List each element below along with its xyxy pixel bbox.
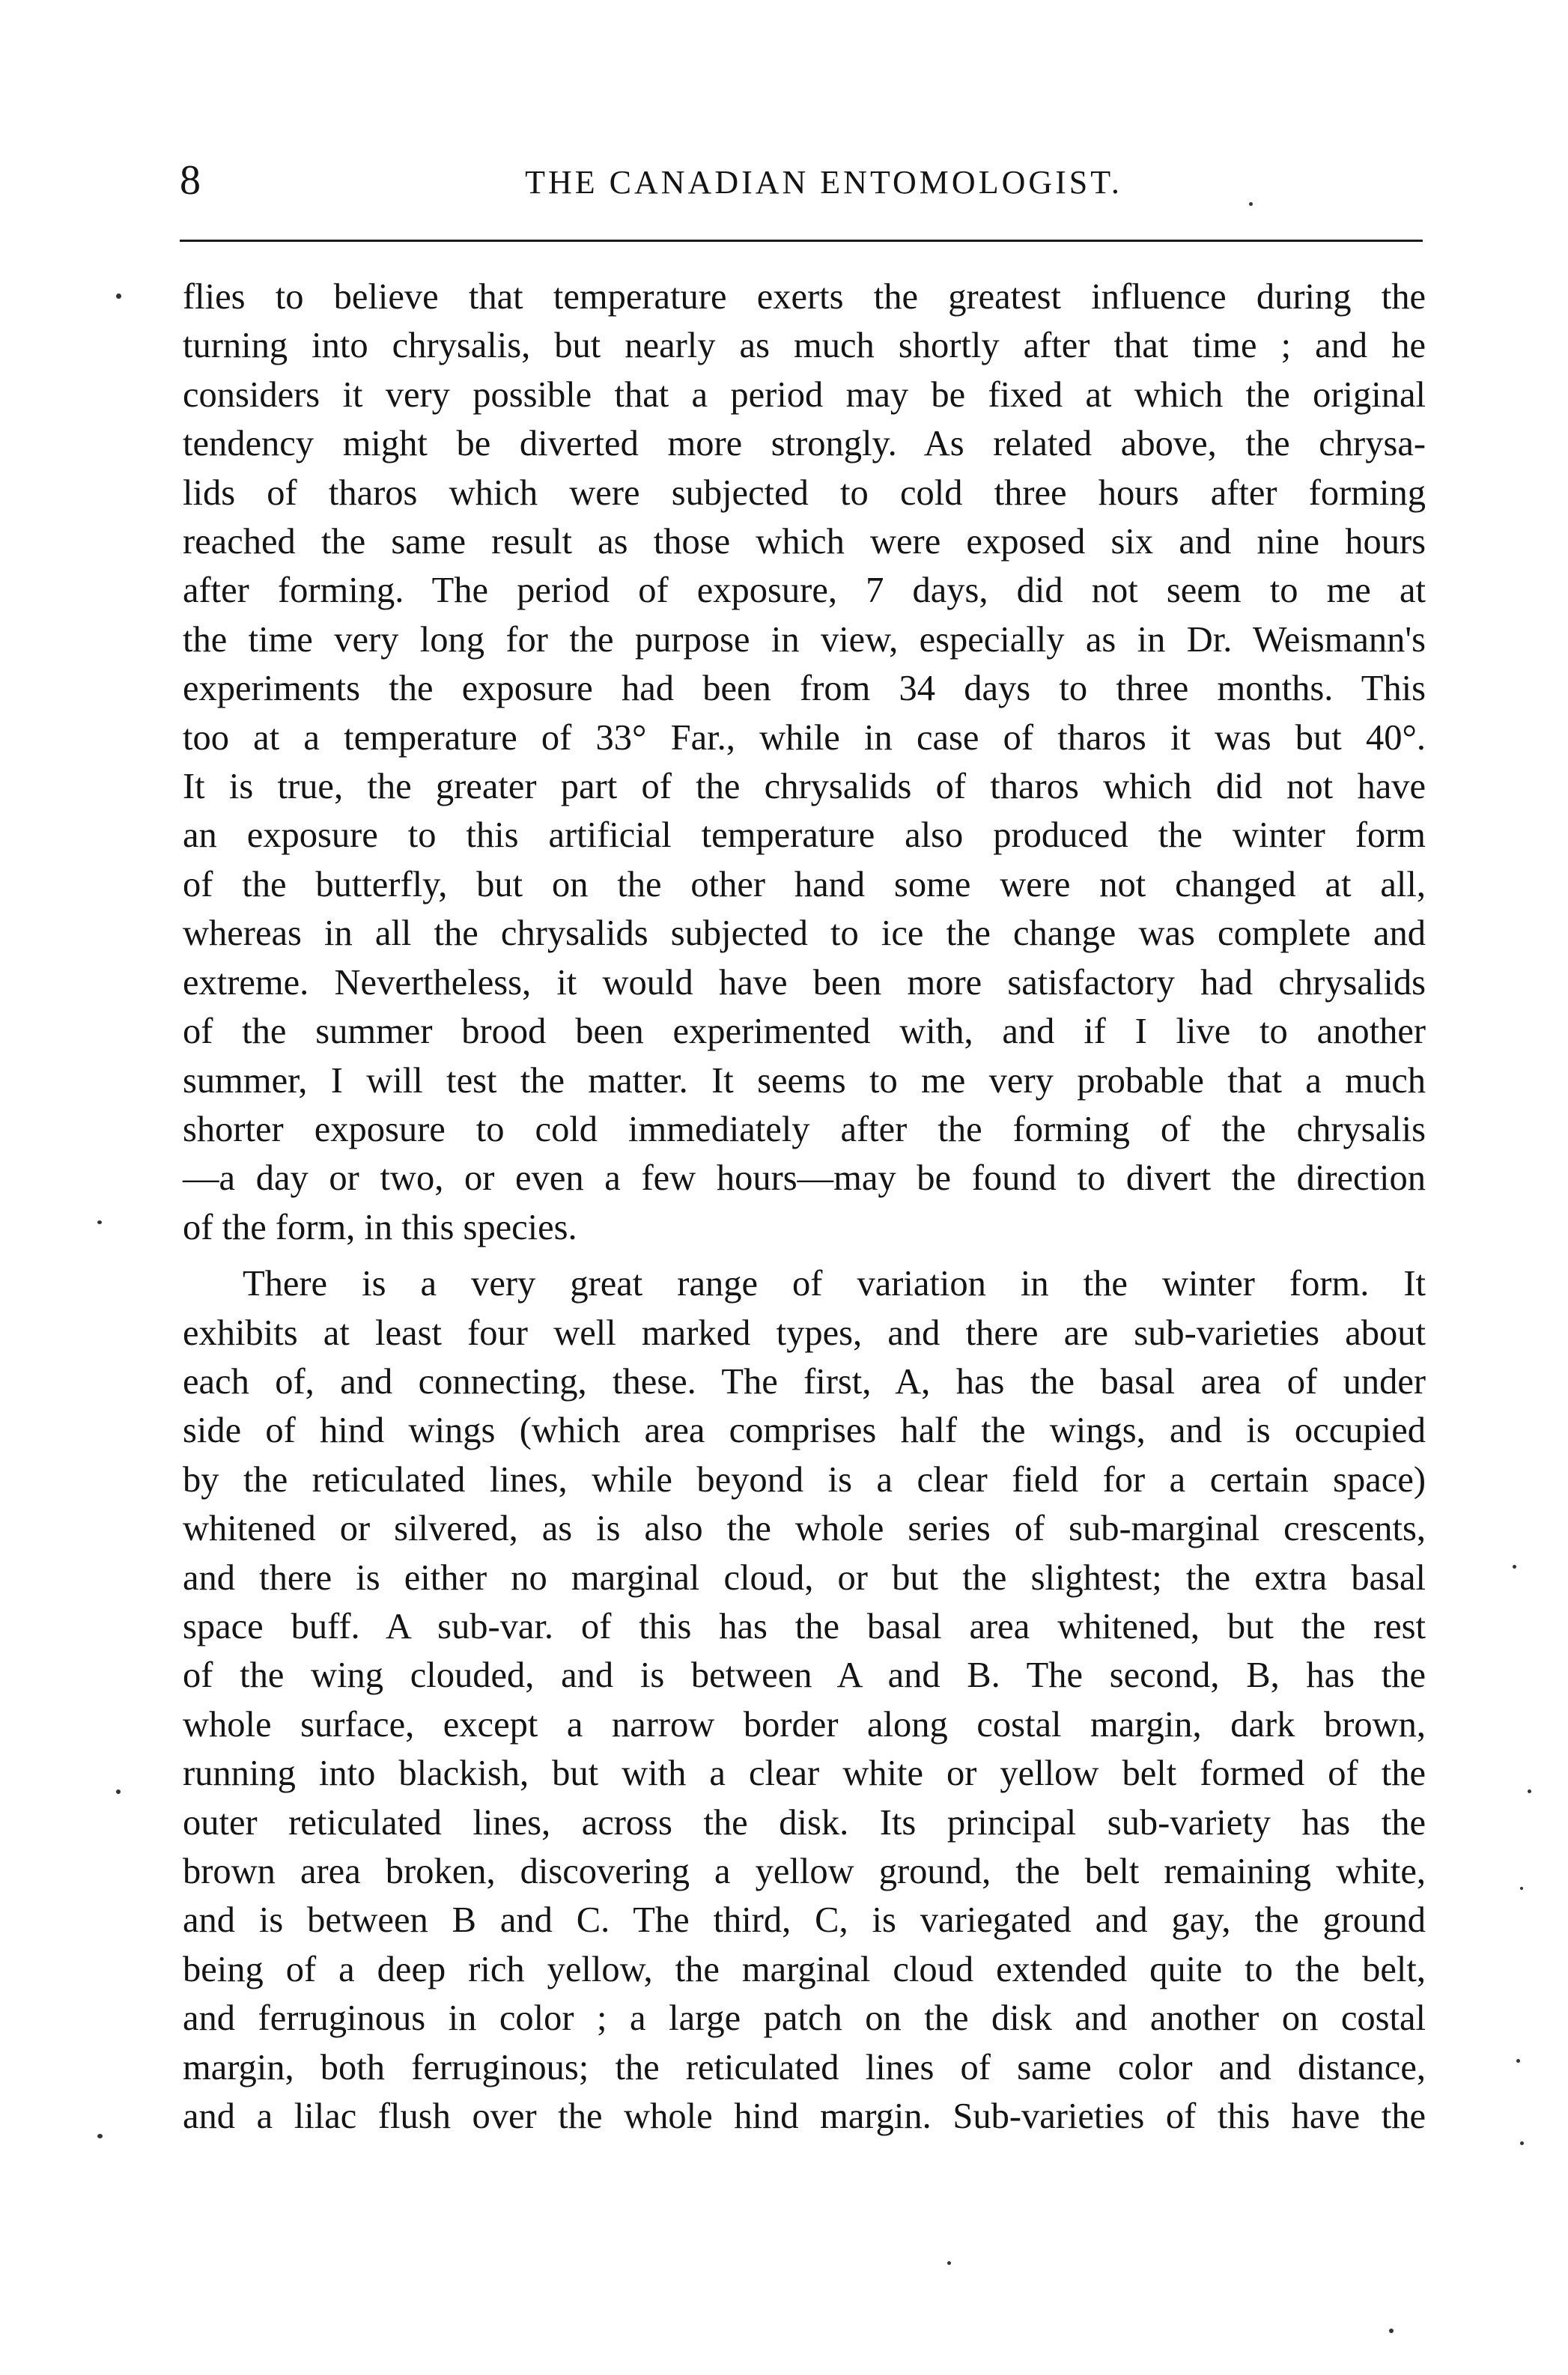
speck	[1249, 202, 1253, 206]
text-line: by the reticulated lines, while beyond is a clear field for a certain space)	[183, 1459, 1426, 1500]
text-line: of the summer brood been experimented with, and if I live to another	[183, 1012, 1426, 1052]
text-line: after forming. The period of exposure, 7 days, did not seem to me at	[183, 571, 1426, 611]
text-line: side of hind wings (which area comprises half the wings, and is occupied	[183, 1411, 1426, 1451]
speck	[947, 2261, 951, 2265]
text-line: of the wing clouded, and is between A and B. The second, B, has the	[183, 1655, 1426, 1696]
text-line: an exposure to this artificial temperature also produced the winter form	[183, 815, 1426, 856]
text-line: summer, I will test the matter. It seems to me very probable that a much	[183, 1060, 1426, 1101]
text-line: brown area broken, discovering a yellow ground, the belt remaining white,	[183, 1852, 1426, 1891]
text-line: lids of tharos which were subjected to cold three hours after forming	[183, 472, 1426, 513]
page-header	[180, 154, 1423, 214]
speck	[1520, 2141, 1524, 2145]
text-line: experiments the exposure had been from 34 days to three months. This	[183, 669, 1426, 709]
text-line: and a lilac flush over the whole hind margin. Sub-varieties of this have the	[183, 2096, 1426, 2137]
text-line: flies to believe that temperature exerts the greatest influence during the	[183, 277, 1426, 317]
text-line: too at a temperature of 33° Far., while in case of tharos it was but 40°.	[183, 717, 1426, 758]
text-line: and ferruginous in color ; a large patch on the disk and another on costal	[183, 1998, 1426, 2039]
text-line: space buff. A sub-var. of this has the basal area whitened, but the rest	[183, 1606, 1426, 1646]
speck	[1528, 1789, 1531, 1793]
text-line: tendency might be diverted more strongly. As related above, the chrysa-	[183, 424, 1426, 464]
text-line: extreme. Nevertheless, it would have been more satisfactory had chrysalids	[183, 962, 1426, 1003]
text-line: being of a deep rich yellow, the marginal cloud extended quite to the belt,	[183, 1949, 1426, 1989]
running-head: THE CANADIAN ENTOMOLOGIST.	[525, 164, 1122, 201]
text-line: turning into chrysalis, but nearly as much shortly after that time ; and he	[183, 326, 1426, 366]
text-line: the time very long for the purpose in view, especially as in Dr. Weismann's	[183, 619, 1426, 660]
text-line: of the butterfly, but on the other hand some were not changed at all,	[183, 864, 1426, 904]
text-line: considers it very possible that a period may be fixed at which the original	[183, 374, 1426, 415]
text-line: It is true, the greater part of the chrysalids of tharos which did not have	[183, 767, 1426, 807]
speck	[1389, 2329, 1394, 2333]
header-rule	[180, 240, 1423, 242]
text-line: whitened or silvered, as is also the whole series of sub-marginal crescents,	[183, 1509, 1426, 1549]
speck	[1520, 1887, 1523, 1890]
page-number: 8	[180, 157, 201, 204]
paragraph-1	[183, 273, 1426, 1252]
text-line: margin, both ferruginous; the reticulated lines of same color and distance,	[183, 2047, 1426, 2087]
text-line: and is between B and C. The third, C, is variegated and gay, the ground	[183, 1900, 1426, 1941]
body-text	[183, 273, 1426, 2141]
text-line: each of, and connecting, these. The first, A, has the basal area of under	[183, 1361, 1426, 1402]
speck	[1516, 2059, 1520, 2063]
speck	[1513, 1565, 1516, 1569]
text-line: outer reticulated lines, across the disk. Its principal sub-variety has the	[183, 1802, 1426, 1843]
text-line: running into blackish, but with a clear white or yellow belt formed of the	[183, 1754, 1426, 1794]
text-line: and there is either no marginal cloud, or but the slightest; the extra basal	[183, 1557, 1426, 1598]
speck	[116, 294, 121, 299]
text-line: —a day or two, or even a few hours—may be found to divert the direction	[183, 1158, 1426, 1199]
speck	[116, 1789, 121, 1794]
text-line: whole surface, except a narrow border along costal margin, dark brown,	[183, 1704, 1426, 1745]
speck	[97, 2134, 103, 2138]
speck	[97, 1220, 102, 1224]
text-line: exhibits at least four well marked types, and there are sub-varieties about	[183, 1313, 1426, 1353]
text-line: There is a very great range of variation in the winter form. It	[243, 1264, 1426, 1304]
text-line: of the form, in this species.	[183, 1207, 577, 1247]
paragraph-2	[183, 1259, 1426, 2141]
text-line: whereas in all the chrysalids subjected to ice the change was complete and	[183, 913, 1426, 954]
text-line: shorter exposure to cold immediately after the forming of the chrysalis	[183, 1109, 1426, 1149]
text-line: reached the same result as those which were exposed six and nine hours	[183, 522, 1426, 562]
